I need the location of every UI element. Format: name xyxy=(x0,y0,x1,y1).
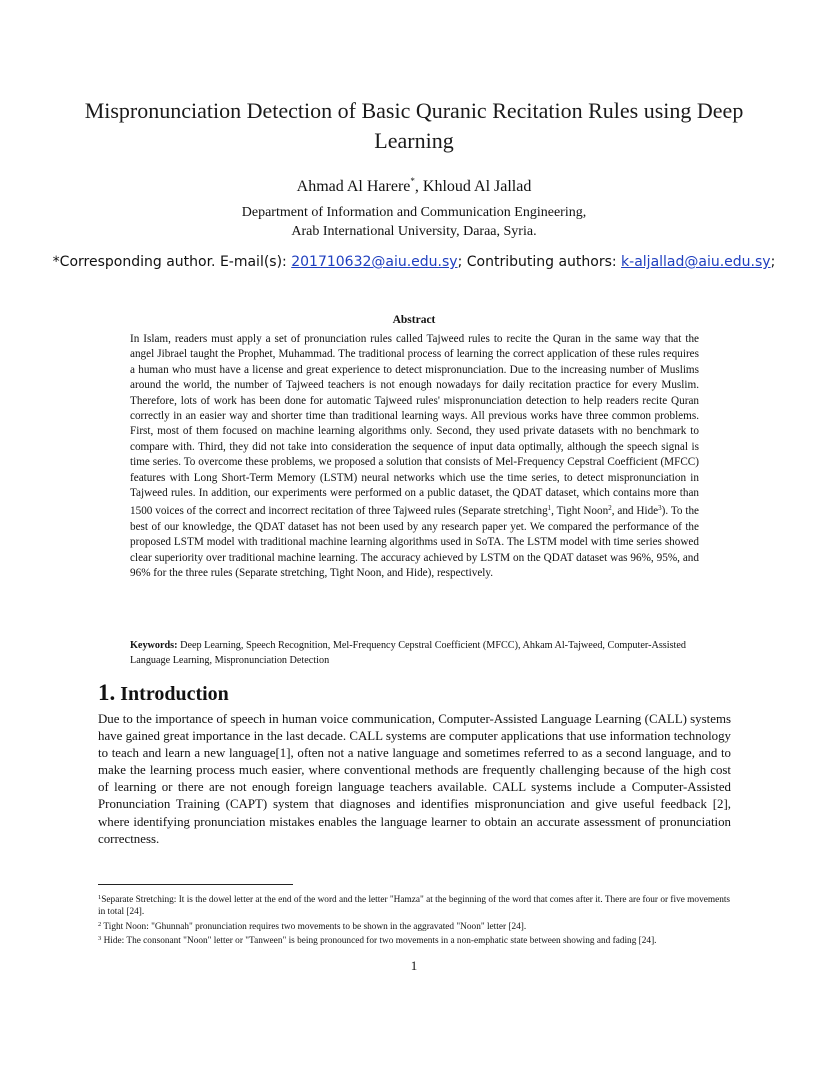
affiliation xyxy=(0,203,828,241)
footnote xyxy=(98,933,731,947)
footnote-ref[interactable]: 1 xyxy=(547,504,552,513)
abstract-text: ). To the best of our knowledge, the QDAT dataset has not been used by any research paper yet. We compared the performance of the proposed LSTM model with traditional machine learning algorithms used in SoTA. The LSTM model with time series showed clear superiority over traditional machine learning. The accuracy achieved by LSTM on the QDAT dataset was 96%, 95%, and 96% for the three rules (Separate stretching, Tight Noon, and Hide), respectively. xyxy=(130,505,699,580)
footnote xyxy=(98,919,731,933)
abstract-body xyxy=(130,332,699,582)
correspondence-prefix: *Corresponding author. E-mail(s): xyxy=(52,254,292,270)
corresponding-author-mark: * xyxy=(410,176,415,186)
abstract-heading: Abstract xyxy=(392,314,436,326)
page-number: 1 xyxy=(410,958,418,973)
correspondence-middle: ; Contributing authors: xyxy=(457,254,622,270)
section-heading-introduction xyxy=(98,680,229,707)
email-link-corresponding[interactable]: 201710632@aiu.edu.sy xyxy=(291,254,458,270)
affiliation-line: Department of Information and Communication Engineering, xyxy=(241,205,587,220)
abstract-text: , and Hide xyxy=(611,505,659,518)
section-number: 1. xyxy=(98,680,116,705)
paper-title: Mispronunciation Detection of Basic Quranic Recitation Rules using Deep Learning xyxy=(84,98,744,153)
keywords-text: Deep Learning, Speech Recognition, Mel-Frequency Cepstral Coefficient (MFCC), Ahkam Al-Tajweed, Computer-Assisted Language Learning, Mispronunciation Detection xyxy=(130,640,686,666)
footnote-mark: 2 xyxy=(98,920,102,928)
correspondence-line xyxy=(0,253,828,271)
footnote-ref[interactable]: 2 xyxy=(608,504,612,513)
footnote-text: Tight Noon: "Ghunnah" pronunciation requires two movements to be shown in the aggravated "Noon" letter [24]. xyxy=(101,921,527,932)
email-link-contributing[interactable]: k-aljallad@aiu.edu.sy xyxy=(621,254,771,270)
author-name: Ahmad Al Harere xyxy=(296,178,411,195)
affiliation-line: Arab International University, Daraa, Syria. xyxy=(291,224,537,239)
footnote-text: Hide: The consonant "Noon" letter or "Tanween" is being pronounced for two movements in a non-emphatic state between showing and fading [24]. xyxy=(101,935,657,946)
section-title: Introduction xyxy=(115,683,229,705)
footnote-mark: 3 xyxy=(98,934,102,942)
author-name: , Khloud Al Jallad xyxy=(414,178,532,195)
correspondence-suffix: ; xyxy=(770,254,776,270)
footnote-ref[interactable]: 3 xyxy=(658,504,662,513)
author-list xyxy=(0,171,828,197)
footnote xyxy=(98,892,731,919)
keywords-label: Keywords: xyxy=(130,640,178,651)
introduction-paragraph: Due to the importance of speech in human voice communication, Computer-Assisted Language Learning (CALL) systems have gained great importance in the last decade. CALL systems are computer applications that use information technology to teach and learn a new language[1], often not a native language and sometimes referred to as a second language, and to make the learning process much easier, where conventional methods are frequently challenging because of the high cost of learning or there are not enough foreign language teachers available. CALL systems include a Computer-Assisted Pronunciation Training (CAPT) system that diagnoses and identifies mispronunciation and give useful feedback [2], where identifying pronunciation mistakes enables the language learner to obtain an accurate assessment of pronunciation correctness. xyxy=(98,712,731,846)
abstract-text: , Tight Noon xyxy=(551,505,609,518)
footnote-text: Separate Stretching: It is the dowel letter at the end of the word and the letter "Hamza" at the beginning of the word that comes after it. There are four or five movements in total [24]. xyxy=(98,895,731,918)
footnotes xyxy=(98,892,731,947)
keywords xyxy=(130,638,699,668)
footnote-mark: 1 xyxy=(98,894,102,901)
abstract-text: In Islam, readers must apply a set of pronunciation rules called Tajweed rules to recite the Quran in the same way that the angel Jibrael taught the Prophet, Muhammad. The traditional process of learning the correct application of these rules requires a human who must have a license and great experience to detect mispronunciation. Due to the increasing number of Muslims around the world, the number of Tajweed teachers is not enough nowadays for daily recitation practice for every Muslim. Therefore, lots of work has been done for automatic Tajweed rules' mispronunciation detection to help readers recite Quran correctly in an easier way and shorter time than traditional learning ways. All previous works have three common problems. First, most of them focused on machine learning algorithms only. Second, they used private datasets with no benchmark to compare with. Third, they did not take into consideration the sequence of input data optimally, although the speech signal is time series. To overcome these problems, we proposed a solution that consists of Mel-Frequency Cepstral Coefficient (MFCC) features with Long Short-Term Memory (LSTM) neural networks which use the time series, to detect mispronunciation in Tajweed rules. In addition, our experiments were performed on a public dataset, the QDAT dataset, which contains more than 1500 voices of the correct and incorrect recitation of three Tajweed rules (Separate stretching xyxy=(130,333,699,518)
footnote-divider xyxy=(98,884,293,885)
